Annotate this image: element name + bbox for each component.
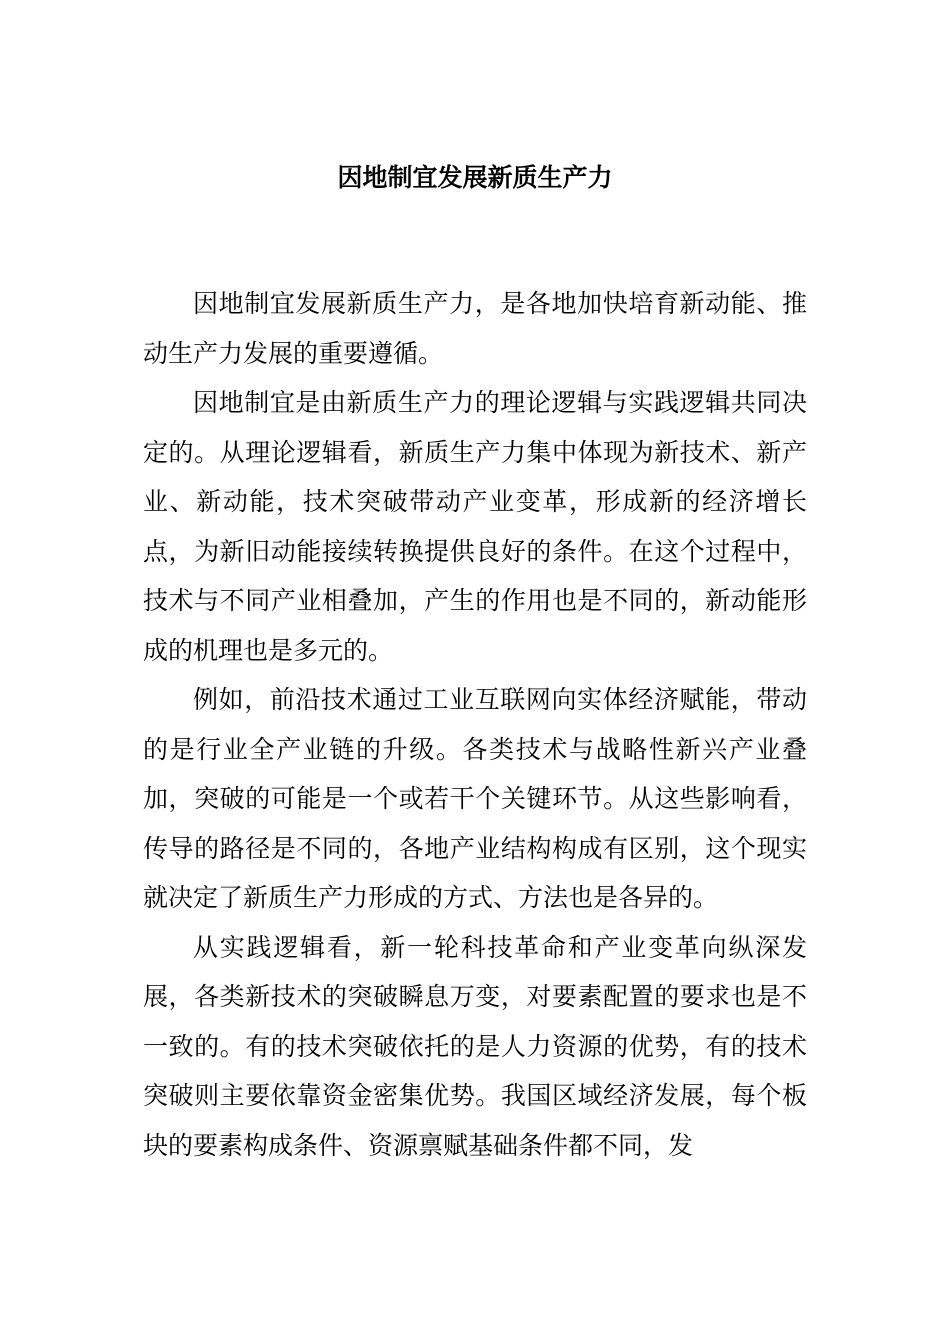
document-body [143, 279, 807, 1170]
paragraph: 因地制宜发展新质生产力，是各地加快培育新动能、推动生产力发展的重要遵循。 [143, 289, 807, 368]
paragraph: 因地制宜是由新质生产力的理论逻辑与实践逻辑共同决定的。从理论逻辑看，新质生产力集中体现为新技术、新产业、新动能，技术突破带动产业变革，形成新的经济增长点，为新旧动能接续转换提供良好的条件。在这个过程中，技术与不同产业相叠加，产生的作用也是不同的，新动能形成的机理也是多元的。 [143, 388, 807, 665]
paragraph: 从实践逻辑看，新一轮科技革命和产业变革向纵深发展，各类新技术的突破瞬息万变，对要素配置的要求也是不一致的。有的技术突破依托的是人力资源的优势，有的技术突破则主要依靠资金密集优势。我国区域经济发展，每个板块的要素构成条件、资源禀赋基础条件都不同，发 [143, 932, 807, 1160]
document-title: 因地制宜发展新质生产力 [337, 163, 613, 192]
paragraph: 例如，前沿技术通过工业互联网向实体经济赋能，带动的是行业全产业链的升级。各类技术与战略性新兴产业叠加，突破的可能是一个或若干个关键环节。从这些影响看，传导的路径是不同的，各地产业结构构成有区别，这个现实就决定了新质生产力形成的方式、方法也是各异的。 [143, 685, 807, 912]
